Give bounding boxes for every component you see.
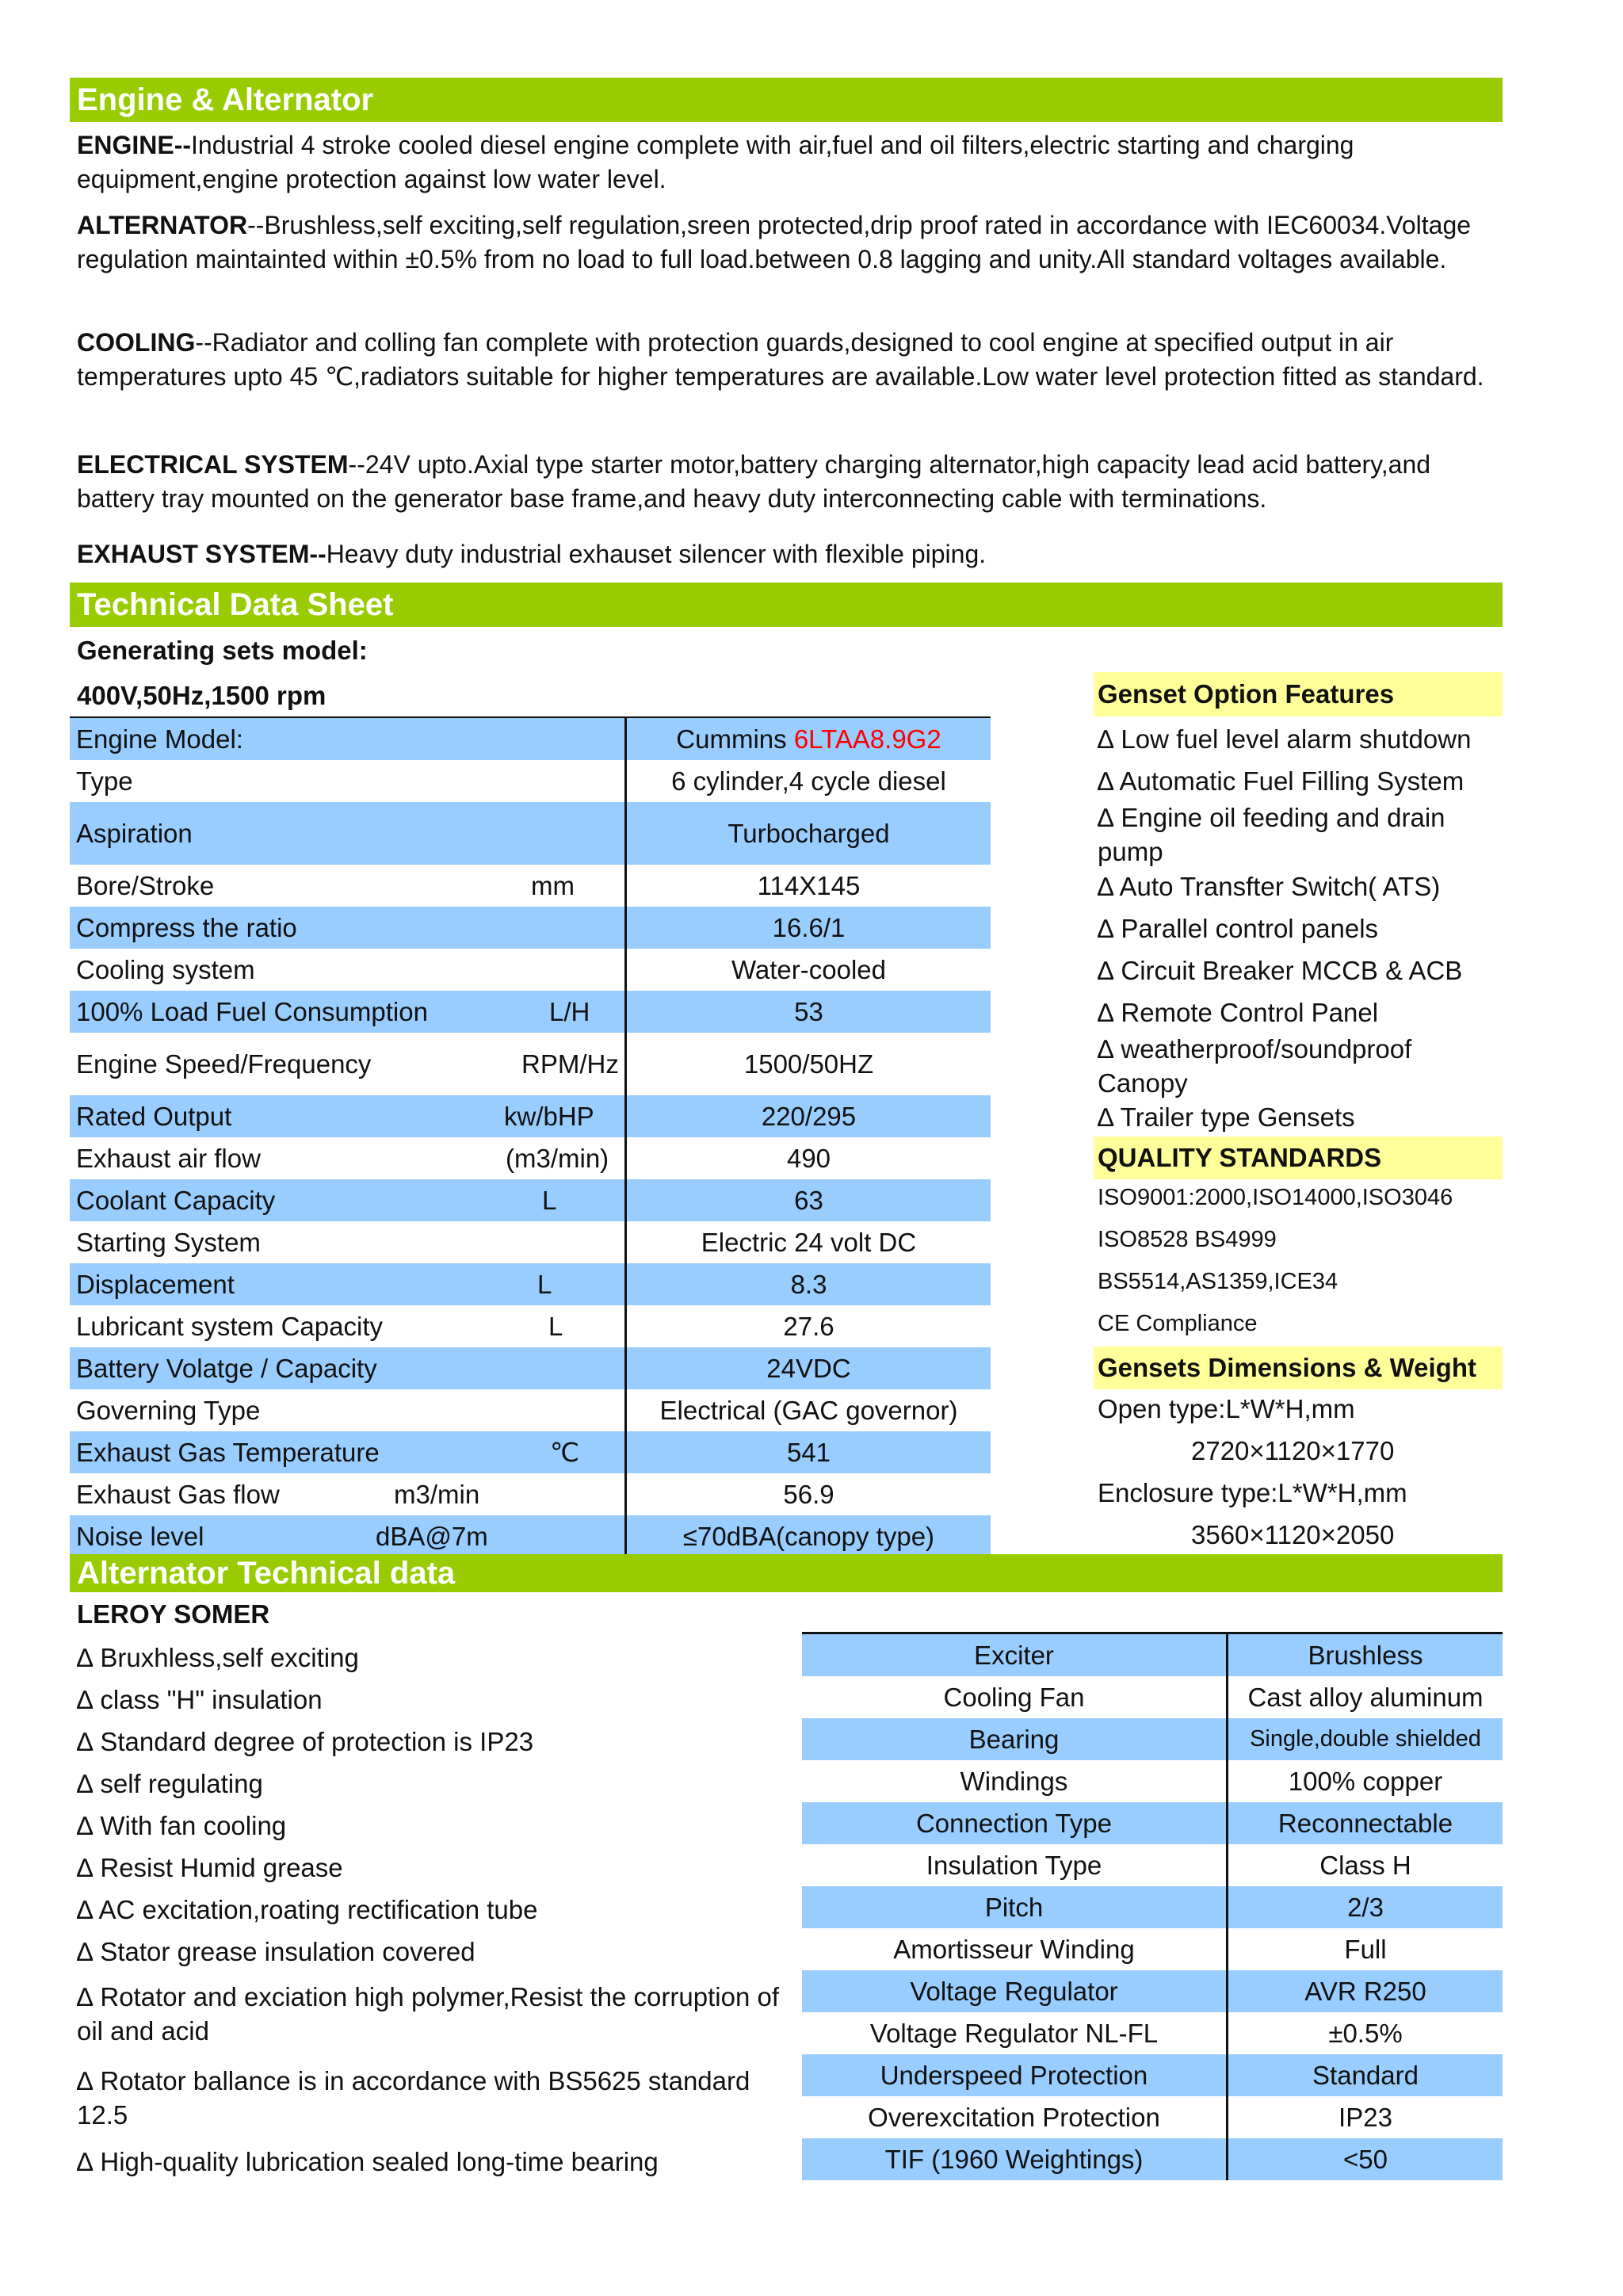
spec-label: Battery Volatge / Capacity — [76, 1353, 377, 1383]
alternator-value: AVR R250 — [1226, 1970, 1503, 2012]
open-type-label: Open type:L*W*H,mm — [1098, 1394, 1355, 1423]
spec-value — [624, 718, 991, 760]
spec-unit: L — [548, 1311, 563, 1341]
spec-label: Starting System — [76, 1227, 261, 1257]
alternator-feature-item: ∆ self regulating — [77, 1769, 263, 1798]
option-feature-item: ∆ Remote Control Panel — [1098, 998, 1379, 1027]
cooling-description — [77, 326, 1503, 394]
spec-value: 63 — [624, 1179, 991, 1221]
spec-unit: m3/min — [394, 1479, 480, 1509]
cooling-text: --Radiator and colling fan complete with protection guards,designed to cool engine at specified output in air temperatures upto 45 ℃,radiators suitable for higher temperatures are available.Low water level protection fitted as standard. — [77, 328, 1484, 391]
alternator-param: Cooling Fan — [943, 1682, 1085, 1712]
alternator-table-row — [802, 1760, 1503, 1802]
spec-label: Exhaust air flow — [76, 1143, 261, 1173]
quality-standard-item: ISO8528 BS4999 — [1098, 1227, 1277, 1252]
alternator-table-row — [802, 2012, 1503, 2054]
spec-row — [70, 907, 991, 949]
option-feature-item: ∆ Engine oil feeding and drain pump — [1098, 803, 1445, 866]
alternator-table-row — [802, 1718, 1503, 1760]
alternator-label: ALTERNATOR — [77, 211, 248, 239]
option-feature-item: ∆ Auto Transfter Switch( ATS) — [1098, 872, 1441, 901]
engine-label: ENGINE-- — [77, 131, 191, 159]
option-feature-item: ∆ Parallel control panels — [1098, 914, 1379, 943]
spec-value: ≤70dBA(canopy type) — [624, 1515, 991, 1557]
spec-label: Engine Model: — [76, 724, 243, 754]
section-header-technical-data-sheet: Technical Data Sheet — [70, 583, 1503, 627]
spec-unit: dBA@7m — [376, 1521, 488, 1551]
alternator-table — [802, 1634, 1503, 2180]
alternator-feature-item: ∆ With fan cooling — [77, 1811, 287, 1840]
alternator-text: --Brushless,self exciting,self regulation,sreen protected,drip proof rated in accordance with IEC60034.Voltage regulation maintainted within ±0.5% from no load to full load.between 0.8 lagging and unity.All standard voltages available. — [77, 211, 1472, 273]
alternator-table-row — [802, 2054, 1503, 2096]
option-features-title: Genset Option Features — [1094, 672, 1503, 716]
spec-value: Water-cooled — [624, 949, 991, 991]
cooling-label: COOLING — [77, 328, 196, 357]
spec-value: 56.9 — [624, 1473, 991, 1515]
alternator-param: Connection Type — [915, 1808, 1113, 1838]
spec-value: Electric 24 volt DC — [624, 1221, 991, 1263]
alternator-value: Full — [1226, 1928, 1503, 1970]
spec-value: 6 cylinder,4 cycle diesel — [624, 760, 991, 802]
engine-description — [77, 128, 1503, 197]
spec-label: Compress the ratio — [76, 912, 297, 942]
spec-row — [70, 1473, 991, 1515]
alternator-param: Voltage Regulator NL-FL — [869, 2018, 1159, 2048]
spec-value: 16.6/1 — [624, 907, 991, 949]
spec-label: 100% Load Fuel Consumption — [76, 996, 428, 1026]
spec-value: Electrical (GAC governor) — [624, 1389, 991, 1431]
spec-row — [70, 949, 991, 991]
enclosure-type-label: Enclosure type:L*W*H,mm — [1098, 1478, 1407, 1507]
engine-text: Industrial 4 stroke cooled diesel engine complete with air,fuel and oil filters,electric starting and charging equipment,engine protection against low water level. — [77, 131, 1354, 193]
spec-row — [70, 1347, 991, 1389]
alternator-param: Windings — [960, 1766, 1068, 1796]
alternator-value: <50 — [1226, 2138, 1503, 2180]
alternator-table-row — [802, 1802, 1503, 1844]
open-type-value: 2720×1120×1770 — [1191, 1436, 1395, 1465]
alternator-feature-item: ∆ Bruxhless,self exciting — [77, 1643, 359, 1672]
spec-label: Displacement — [76, 1269, 235, 1299]
enclosure-type-value: 3560×1120×2050 — [1191, 1520, 1395, 1549]
spec-value: 490 — [624, 1137, 991, 1179]
alternator-value: 100% copper — [1226, 1760, 1503, 1802]
spec-label: Lubricant system Capacity — [76, 1311, 383, 1341]
alternator-param: Amortisseur Winding — [893, 1934, 1135, 1964]
option-feature-item: ∆ weatherproof/soundproof Canopy — [1098, 1034, 1412, 1098]
quality-standard-item: BS5514,AS1359,ICE34 — [1098, 1269, 1338, 1294]
dimensions-title: Gensets Dimensions & Weight — [1094, 1347, 1503, 1389]
alternator-value: Brushless — [1226, 1634, 1503, 1676]
spec-label: Aspiration — [76, 818, 193, 848]
alternator-feature-item: ∆ Standard degree of protection is IP23 — [77, 1727, 534, 1756]
alternator-param: Voltage Regulator — [910, 1976, 1118, 2006]
alternator-table-row — [802, 1928, 1503, 1970]
spec-unit: (m3/min) — [506, 1143, 609, 1173]
alternator-value: Reconnectable — [1226, 1802, 1503, 1844]
spec-label: Type — [76, 766, 133, 796]
alternator-feature-item: ∆ Resist Humid grease — [77, 1853, 343, 1882]
spec-label: Coolant Capacity — [76, 1185, 276, 1215]
option-feature-item: ∆ Automatic Fuel Filling System — [1098, 766, 1465, 796]
quality-standard-item: CE Compliance — [1098, 1311, 1258, 1336]
spec-value: 8.3 — [624, 1263, 991, 1305]
electrical-description — [77, 448, 1503, 516]
spec-unit: L — [537, 1269, 552, 1299]
spec-unit: mm — [531, 870, 575, 900]
alternator-table-row — [802, 1634, 1503, 1676]
engine-brand: Cummins — [676, 724, 794, 754]
spec-row — [70, 865, 991, 907]
spec-value: 27.6 — [624, 1305, 991, 1347]
spec-value: 220/295 — [624, 1095, 991, 1137]
spec-label: Engine Speed/Frequency — [76, 1049, 372, 1079]
spec-value: 1500/50HZ — [624, 1033, 991, 1095]
exhaust-text: Heavy duty industrial exhauset silencer with flexible piping. — [326, 540, 987, 568]
option-feature-item: ∆ Circuit Breaker MCCB & ACB — [1098, 956, 1463, 985]
spec-row — [70, 1033, 991, 1095]
quality-standards-title: QUALITY STANDARDS — [1094, 1137, 1503, 1179]
alternator-feature-item: ∆ Stator grease insulation covered — [77, 1937, 475, 1966]
alternator-feature-item: ∆ High-quality lubrication sealed long-time bearing — [77, 2147, 659, 2176]
alternator-feature-item: ∆ AC excitation,roating rectification tube — [77, 1895, 538, 1924]
spec-row — [70, 1137, 991, 1179]
rating-heading: 400V,50Hz,1500 rpm — [77, 681, 327, 710]
section-header-engine-alternator: Engine & Alternator — [70, 78, 1503, 122]
exhaust-description — [77, 537, 1503, 571]
spec-label: Rated Output — [76, 1101, 232, 1131]
spec-row — [70, 760, 991, 802]
spec-unit: RPM/Hz — [521, 1049, 619, 1079]
spec-row — [70, 1389, 991, 1431]
alternator-value: Cast alloy aluminum — [1226, 1676, 1503, 1718]
alternator-feature-item: ∆ class "H" insulation — [77, 1685, 323, 1714]
alternator-value: 2/3 — [1226, 1886, 1503, 1928]
spec-unit: L — [542, 1185, 557, 1215]
exhaust-label: EXHAUST SYSTEM-- — [77, 540, 327, 568]
alternator-value: Class H — [1226, 1844, 1503, 1886]
spec-unit: kw/bHP — [504, 1101, 594, 1131]
spec-row — [70, 1179, 991, 1221]
alternator-table-row — [802, 1676, 1503, 1718]
alternator-value: Single,double shielded — [1226, 1718, 1503, 1760]
spec-row — [70, 1515, 991, 1557]
alternator-param: Overexcitation Protection — [868, 2102, 1160, 2132]
alternator-value: IP23 — [1226, 2096, 1503, 2138]
alternator-param: Bearing — [968, 1724, 1060, 1754]
spec-label: Governing Type — [76, 1395, 261, 1425]
spec-label: Cooling system — [76, 954, 255, 984]
spec-value: 114X145 — [624, 865, 991, 907]
spec-value: 24VDC — [624, 1347, 991, 1389]
engine-model-code: 6LTAA8.9G2 — [793, 724, 941, 754]
option-feature-item: ∆ Trailer type Gensets — [1098, 1102, 1355, 1132]
alternator-param: Underspeed Protection — [880, 2060, 1148, 2090]
section-header-alternator-technical-data: Alternator Technical data — [70, 1554, 1503, 1592]
alternator-value: ±0.5% — [1226, 2012, 1503, 2054]
alternator-param: Pitch — [984, 1892, 1044, 1922]
spec-row — [70, 991, 991, 1033]
option-feature-item: ∆ Low fuel level alarm shutdown — [1098, 724, 1472, 754]
alternator-table-row — [802, 1844, 1503, 1886]
spec-label: Exhaust Gas Temperature — [76, 1437, 380, 1467]
electrical-label: ELECTRICAL SYSTEM — [77, 450, 349, 479]
spec-label: Bore/Stroke — [76, 870, 215, 900]
spec-row — [70, 1221, 991, 1263]
alternator-description — [77, 208, 1503, 277]
spec-row — [70, 1305, 991, 1347]
alternator-table-row — [802, 1886, 1503, 1928]
spec-row — [70, 1263, 991, 1305]
spec-row — [70, 1095, 991, 1137]
spec-value: Turbocharged — [624, 802, 991, 865]
model-heading: Generating sets model: — [77, 636, 368, 665]
spec-row-engine-model — [70, 718, 991, 760]
alternator-param: TIF (1960 Weightings) — [884, 2144, 1144, 2174]
spec-label: Noise level — [76, 1521, 204, 1551]
quality-standard-item: ISO9001:2000,ISO14000,ISO3046 — [1098, 1185, 1453, 1210]
alternator-param: Exciter — [974, 1640, 1054, 1670]
alternator-param: Insulation Type — [926, 1850, 1102, 1880]
spec-unit: L/H — [549, 996, 590, 1026]
spec-row — [70, 1431, 991, 1473]
spec-table — [70, 718, 991, 1557]
alternator-table-row — [802, 1970, 1503, 2012]
spec-row — [70, 802, 991, 865]
alternator-feature-item: ∆ Rotator ballance is in accordance with BS5625 standard 12.5 — [77, 2066, 750, 2130]
alternator-table-row — [802, 2138, 1503, 2180]
alternator-value: Standard — [1226, 2054, 1503, 2096]
spec-value: 53 — [624, 991, 991, 1033]
alternator-feature-item: ∆ Rotator and exciation high polymer,Resist the corruption of oil and acid — [77, 1982, 779, 2046]
spec-value: 541 — [624, 1431, 991, 1473]
spec-unit: ℃ — [550, 1438, 580, 1467]
spec-label: Exhaust Gas flow — [76, 1479, 280, 1509]
alternator-brand: LEROY SOMER — [77, 1599, 270, 1629]
alternator-table-row — [802, 2096, 1503, 2138]
electrical-text: --24V upto.Axial type starter motor,battery charging alternator,high capacity lead acid battery,and battery tray mounted on the generator base frame,and heavy duty interconnecting cable with terminations. — [77, 450, 1431, 513]
